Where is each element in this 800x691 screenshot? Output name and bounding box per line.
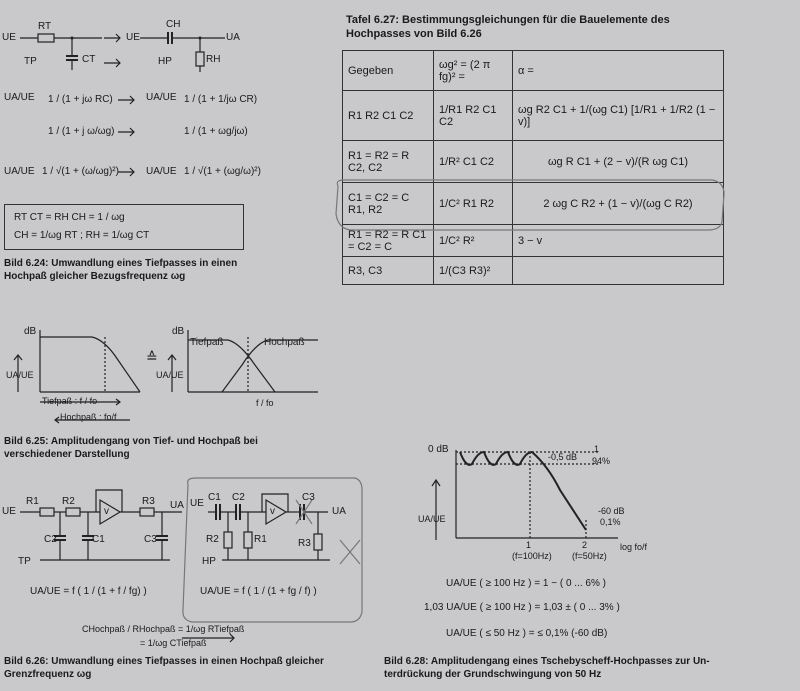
fig628-x1: 1: [526, 540, 532, 550]
header-given: Gegeben: [343, 51, 434, 91]
fig624-ua: UA: [226, 32, 240, 43]
fig625-caption-line2: verschiedener Darstellung: [4, 449, 130, 460]
fig625-db-left: dB: [24, 326, 37, 337]
fig626-r1-tp: R1: [26, 496, 39, 507]
fig624-eq2-tp: 1 / (1 + j ω/ωg): [48, 126, 115, 137]
row3-given: C1 = C2 = C R1, R2: [343, 183, 434, 225]
arrow-icon: [104, 59, 120, 67]
fig624-eq2-hp: 1 / (1 + ωg/jω): [184, 126, 248, 137]
fig626-c1-tp: C1: [92, 534, 105, 545]
fig626-tp: TP: [18, 556, 31, 567]
fig626-relation1: CHochpaß / RHochpaß = 1/ωg RTiefpaß: [82, 624, 245, 634]
fig625-hochpass: Hochpaß: [264, 337, 305, 348]
fig626-r3-tp: R3: [142, 496, 155, 507]
fig624-box-line1: RT CT = RH CH = 1 / ωg: [14, 212, 125, 223]
fig625-caption-line1: Bild 6.25: Amplitudengang von Tief- und Hochpaß bei: [4, 436, 258, 447]
fig624-ct: CT: [82, 54, 96, 65]
arrow-icon: [118, 168, 134, 176]
fig624-caption-line1: Bild 6.24: Umwandlung eines Tiefpasses in einen: [4, 258, 238, 269]
fig626-ue-tp: UE: [2, 506, 16, 517]
fig626-c2-tp: C2: [44, 534, 57, 545]
hp-circuit: [140, 32, 225, 72]
fig628-eq1: UA/UE ( ≥ 100 Hz ) = 1 − ( 0 ... 6% ): [446, 578, 606, 589]
fig624-hp: HP: [158, 56, 172, 67]
fig625-axis-hp: Hochpaß : fo/f: [60, 412, 117, 422]
fig624-rt: RT: [38, 21, 52, 32]
fig624-tp: TP: [24, 56, 37, 67]
fig625-db-right: dB: [172, 326, 185, 337]
fig626-ue-hp: UE: [190, 498, 204, 509]
fig625-ua-ue-left: UA/UE: [6, 370, 34, 380]
fig626-caption-line1: Bild 6.26: Umwandlung eines Tiefpasses in einen Hochpaß gleicher: [4, 656, 324, 667]
fig624-ue-tp: UE: [2, 32, 16, 43]
fig628-x2: 2: [582, 540, 588, 550]
fig624-eq3-tp: 1 / √(1 + (ω/ωg)²): [42, 166, 119, 177]
fig626-tp-circuit: [20, 490, 182, 560]
row4-alpha: 3 − v: [513, 225, 724, 257]
fig624-ch: CH: [166, 19, 181, 30]
row1-alpha: ωg R2 C1 + 1/(ωg C1) [1/R1 + 1/R2 (1 − v)]: [513, 91, 724, 141]
fig626-r1-hp: R1: [254, 534, 267, 545]
row1-given: R1 R2 C1 C2: [343, 91, 434, 141]
fig624-ratio-tp: UA/UE: [4, 92, 35, 103]
fig626-r2-hp: R2: [206, 534, 219, 545]
row4-omega: 1/C² R²: [434, 225, 513, 257]
arrow-icon: [118, 128, 134, 136]
arrow-icon: [104, 34, 120, 42]
fig624-eq1-hp: 1 / (1 + 1/jω CR): [184, 94, 258, 105]
fig626-eq-hp: UA/UE = f ( 1 / (1 + fg / f) ): [200, 586, 317, 597]
fig624-ratio-hp: UA/UE: [146, 92, 177, 103]
equiv-icon: ≙: [146, 350, 158, 366]
fig628-p94: 94%: [592, 456, 611, 466]
fig628-eq3: UA/UE ( ≤ 50 Hz ) = ≤ 0,1% (-60 dB): [446, 628, 608, 639]
fig626-eq-tp: UA/UE = f ( 1 / (1 + f / fg) ): [30, 586, 147, 597]
fig624-ratio3-tp: UA/UE: [4, 166, 35, 177]
header-omega: ωg² = (2 π fg)² =: [434, 51, 513, 91]
fig626-c3-tp: C3: [144, 534, 157, 545]
fig628-minus05: -0,5 dB: [548, 452, 578, 462]
fig628-one: 1: [594, 444, 600, 454]
table-title-line1: Tafel 6.27: Bestimmungsgleichungen für die Bauelemente des: [346, 14, 670, 26]
fig624-box-line2: CH = 1/ωg RT ; RH = 1/ωg CT: [14, 230, 150, 241]
fig624-result-box: [4, 204, 244, 250]
fig624-eq1-tp: 1 / (1 + jω RC): [48, 94, 113, 105]
fig628-caption-line2: terdrückung der Grundschwingung von 50 Hz: [384, 669, 602, 680]
fig628-eq2: 1,03 UA/UE ( ≥ 100 Hz ) = 1,03 ± ( 0 ... 3% ): [424, 602, 620, 613]
fig624-rh: RH: [206, 54, 221, 65]
fig626-c1-hp: C1: [208, 492, 221, 503]
row2-omega: 1/R² C1 C2: [434, 141, 513, 183]
fig628-p01: 0,1%: [600, 517, 621, 527]
fig628-logx: log fo/f: [620, 542, 648, 552]
fig626-relation2: = 1/ωg CTiefpaß: [140, 638, 207, 648]
row5-omega: 1/(C3 R3)²: [434, 257, 513, 285]
fig625-axis-tp: Tiefpaß : f / fo: [42, 396, 98, 406]
fig625-axis-right: f / fo: [256, 398, 274, 408]
fig628-zero-db: 0 dB: [428, 444, 449, 455]
row5-given: R3, C3: [343, 257, 434, 285]
row1-omega: 1/R1 R2 C1 C2: [434, 91, 513, 141]
row2-given: R1 = R2 = R C2, C2: [343, 141, 434, 183]
fig626-v-hp: v: [270, 506, 275, 517]
highlight-mark: [336, 180, 724, 230]
fig625-tiefpass: Tiefpaß: [190, 337, 224, 348]
fig624-ratio3-hp: UA/UE: [146, 166, 177, 177]
fig628-ua-ue: UA/UE: [418, 514, 446, 524]
fig626-caption-line2: Grenzfrequenz ωg: [4, 669, 92, 680]
row2-alpha: ωg R C1 + (2 − v)/(R ωg C1): [513, 141, 724, 183]
row4-given: R1 = R2 = R C1 = C2 = C: [343, 225, 434, 257]
fig628-f100: (f=100Hz): [512, 551, 552, 561]
fig626-ua-hp: UA: [332, 506, 346, 517]
fig624-eq3-hp: 1 / √(1 + (ωg/ω)²): [184, 166, 261, 177]
header-alpha: α =: [513, 51, 724, 91]
fig624-caption-line2: Hochpaß gleicher Bezugsfrequenz ωg: [4, 271, 186, 282]
fig626-r2-tp: R2: [62, 496, 75, 507]
arrow-icon: [118, 96, 134, 104]
fig628-f50: (f=50Hz): [572, 551, 607, 561]
fig628-plot: [432, 450, 618, 540]
fig626-c2-hp: C2: [232, 492, 245, 503]
fig628-caption-line1: Bild 6.28: Amplitudengang eines Tschebyscheff-Hochpasses zur Un-: [384, 656, 710, 667]
fig626-c3-hp: C3: [302, 492, 315, 503]
row3-omega: 1/C² R1 R2: [434, 183, 513, 225]
table-title-line2: Hochpasses von Bild 6.26: [346, 28, 482, 40]
fig625-ua-ue-right: UA/UE: [156, 370, 184, 380]
fig626-hp: HP: [202, 556, 216, 567]
fig626-r3-hp: R3: [298, 538, 311, 549]
row3-alpha: 2 ωg C R2 + (1 − v)/(ωg C R2): [513, 183, 724, 225]
fig626-v-tp: v: [104, 506, 109, 517]
fig626-ua-tp: UA: [170, 500, 184, 511]
fig624-ue-hp: UE: [126, 32, 140, 43]
fig628-minus60: -60 dB: [598, 506, 625, 516]
